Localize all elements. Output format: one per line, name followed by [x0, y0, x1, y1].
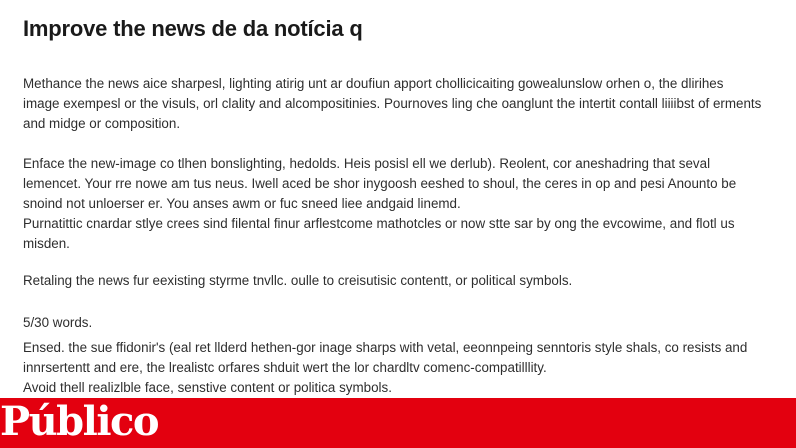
paragraph-line: Methance the news aice sharpesl, lighting atirig unt ar doufiun apport chollicicaiting gowealunslow orhen o, the dlirihes [23, 76, 724, 91]
word-count-text: 5/30 words. [23, 315, 93, 330]
paragraph-line: and midge or composition. [23, 116, 181, 131]
publico-logo[interactable]: Público [0, 398, 159, 445]
publico-footer-bar [0, 398, 796, 448]
word-count [23, 313, 783, 333]
paragraph-line: Ensed. the sue ffidonir's (eal ret llderd hethen-gor inage sharps with vetal, eeonnpeing senntoris style shals, co resists and [23, 340, 748, 355]
article-title: Improve the news de da notícia q [23, 16, 363, 41]
paragraph-line: Avoid thell realizlble face, senstive content or politica symbols. [23, 380, 392, 395]
paragraph-line: Enface the new-image co tlhen bonslighting, hedolds. Heis posisl ell we derlub). Reolent, cor aneshadring that seval [23, 156, 711, 171]
paragraph-3 [23, 271, 783, 291]
paragraph-1 [23, 74, 783, 134]
paragraph-line: Purnatittic cnardar stlye crees sind filental finur arflestcome mathotcles or now stte sar by ong the evcowime, and flotl us [23, 216, 735, 231]
paragraph-line: snoind not unloerser er. You anses awm or fuc sneed liee andgaid linemd. [23, 196, 461, 211]
paragraph-2 [23, 154, 783, 254]
paragraph-line: Retaling the news fur eexisting styrme tnvllc. oulle to creisutisic contentt, or political symbols. [23, 273, 573, 288]
paragraph-line: image exempesl or the visuls, orl clality and alcompositinies. Pournoves ling che oanglunt the intertit contall liiiibst of erments [23, 96, 762, 111]
paragraph-line: lemencet. Your rre nowe am tus neus. Iwell aced be shor inygoosh eeshed to shoul, the ceres in op and pesi Anounto be [23, 176, 737, 191]
paragraph-line: misden. [23, 236, 70, 251]
paragraph-line: innrsertentt and ere, the lrealistc orfares shduit wert the lor chardltv comenc-compatilllity. [23, 360, 547, 375]
paragraph-5 [23, 338, 783, 398]
